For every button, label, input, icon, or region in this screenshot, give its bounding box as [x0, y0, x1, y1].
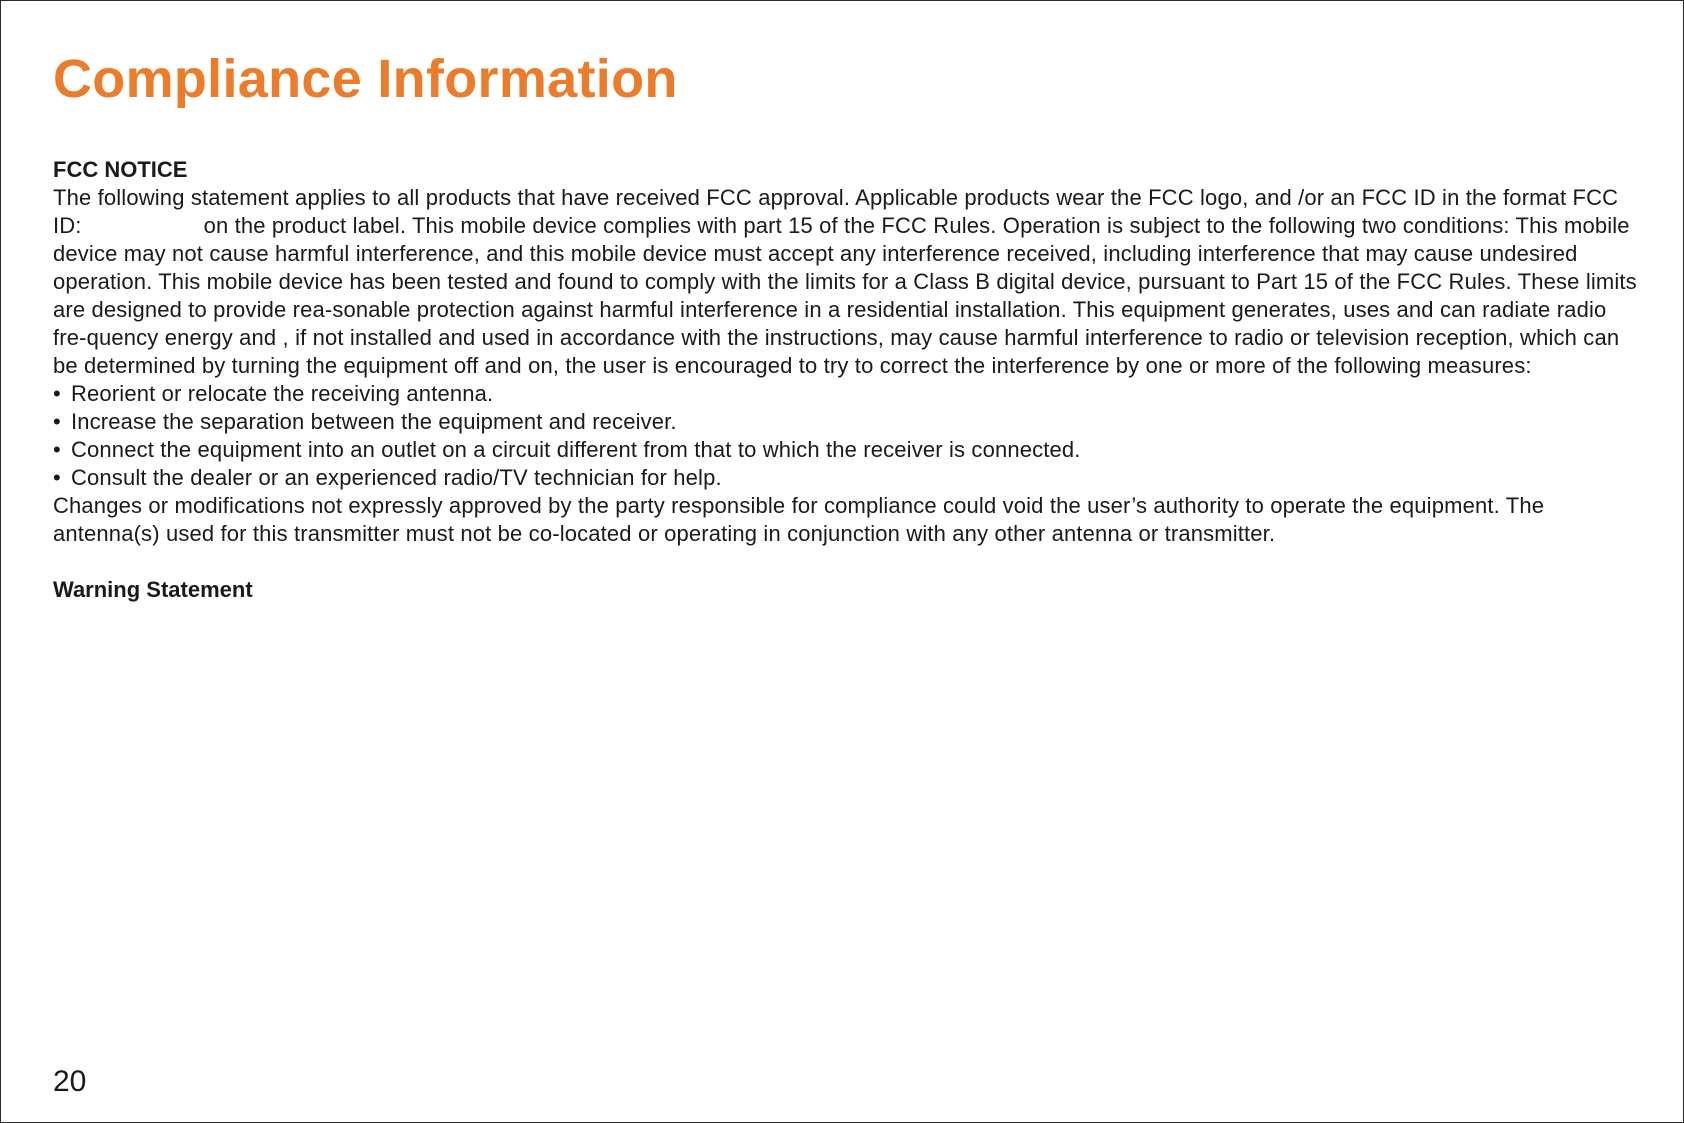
warning-section: [53, 576, 1641, 604]
fcc-intro-text-start: The following statement applies to all products that have received FCC approval. Applicable products wear the FCC logo, and /or an FCC ID in the format FCC ID:: [53, 185, 1619, 238]
bullet-icon: •: [53, 381, 61, 406]
measure-text: Connect the equipment into an outlet on a circuit different from that to which the receiver is connected.: [71, 437, 1081, 462]
page-title: Compliance Information: [53, 49, 678, 109]
page-number: 20: [53, 1065, 87, 1098]
bullet-icon: •: [53, 465, 61, 490]
fcc-intro-text-end: on the product label. This mobile device complies with part 15 of the FCC Rules. Operation is subject to the following two conditions: This mobile device may not cause harmful interference, and this mobile device must accept any interference received, including interference that may cause undesired operation. This mobile device has been tested and found to comply with the limits for a Class B digital device, pursuant to Part 15 of the FCC Rules. These limits are designed to provide rea-sonable protection against harmful interference in a residential installation. This equipment generates, uses and can radiate radio fre-quency energy and , if not installed and used in accordance with the instructions, may cause harmful interference to radio or television reception, which can be determined by turning the equipment off and on, the user is encouraged to try to correct the interference by one or more of the following measures:: [53, 213, 1637, 378]
measure-text: Consult the dealer or an experienced radio/TV technician for help.: [71, 465, 722, 490]
list-item: [53, 464, 1641, 492]
measure-text: Reorient or relocate the receiving antenna.: [71, 381, 494, 406]
list-item: [53, 380, 1641, 408]
fcc-notice-section: [53, 156, 1641, 548]
fcc-notice-heading: FCC NOTICE: [53, 157, 188, 182]
measures-list: [53, 380, 1641, 492]
bullet-icon: •: [53, 409, 61, 434]
list-item: [53, 408, 1641, 436]
list-item: [53, 436, 1641, 464]
fcc-closing-paragraph: Changes or modifications not expressly approved by the party responsible for compliance could void the user’s authority to operate the equipment. The antenna(s) used for this transmitter must not be co-located or operating in conjunction with any other antenna or transmitter.: [53, 493, 1545, 546]
page-content: [53, 38, 1641, 604]
fcc-intro-paragraph: [53, 184, 1641, 380]
warning-heading: Warning Statement: [53, 577, 253, 602]
measure-text: Increase the separation between the equipment and receiver.: [71, 409, 677, 434]
bullet-icon: •: [53, 437, 61, 462]
